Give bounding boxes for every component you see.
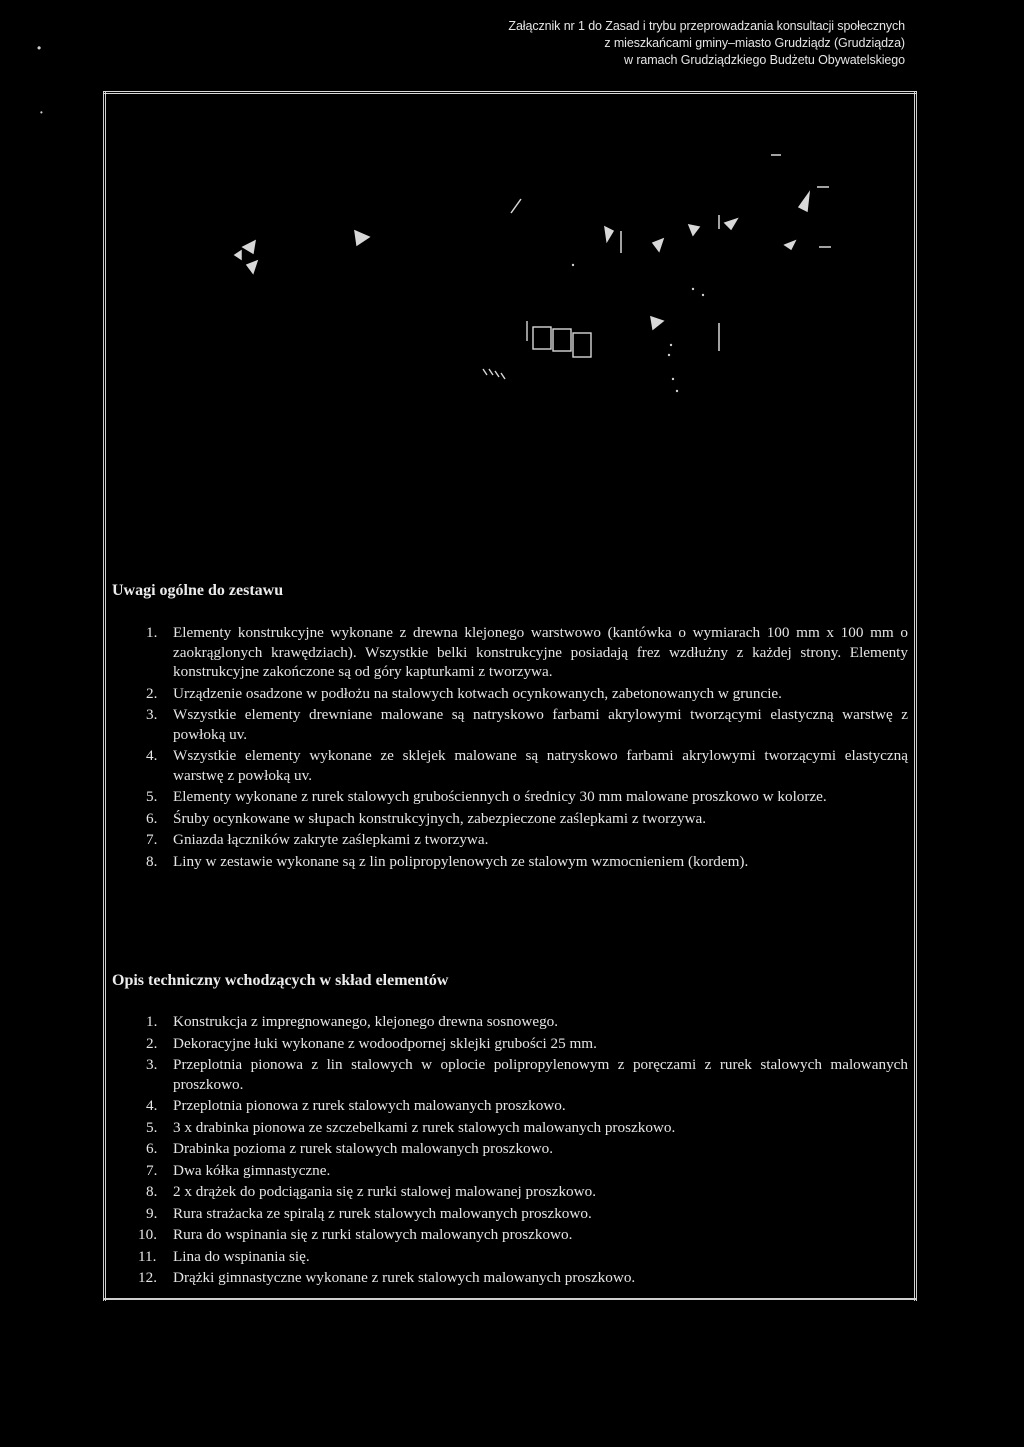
- header-line-3: w ramach Grudziądzkiego Budżetu Obywatelskiego: [624, 53, 905, 67]
- list-item: [112, 1055, 908, 1094]
- list-item: [112, 623, 908, 682]
- illustration-fragment: [653, 239, 663, 251]
- item-number: 9.: [146, 1204, 158, 1222]
- list-item: [112, 705, 908, 744]
- item-number: 6.: [146, 1140, 158, 1157]
- item-number: 10.: [138, 1226, 157, 1243]
- list-item: [112, 746, 908, 785]
- item-number: 12.: [138, 1269, 157, 1286]
- item-text: Elementy wykonane z rurek stalowych grubościennych o średnicy 30 mm malowane proszkowo w kolorze.: [173, 788, 827, 805]
- frame-right-border: [913, 91, 917, 1301]
- item-number: 2.: [146, 684, 158, 702]
- item-number: 4.: [146, 1097, 158, 1114]
- illustration-fragment: [247, 261, 257, 273]
- item-text: Wszystkie elementy wykonane ze sklejek malowane są natryskowo farbami akrylowymi tworzącymi elastyczną warstwę z powłoką uv.: [173, 747, 908, 784]
- general-notes-list: [112, 623, 908, 873]
- item-text: Rura strażacka ze spiralą z rurek stalowych malowanych proszkowo.: [173, 1204, 592, 1222]
- list-item: [112, 809, 908, 829]
- item-text: Dwa kółka gimnastyczne.: [173, 1161, 331, 1179]
- illustration-panel: [573, 333, 591, 357]
- frame-bottom-border: [103, 1296, 917, 1300]
- item-number: 1.: [146, 1013, 158, 1030]
- illustration-fragment: [651, 317, 663, 329]
- item-number: 1.: [146, 624, 158, 641]
- list-item: [112, 1012, 908, 1032]
- item-text: Rura do wspinania się z rurki stalowych malowanych proszkowo.: [173, 1226, 573, 1243]
- illustration-fragment: [243, 241, 255, 253]
- item-text: Dekoracyjne łuki wykonane z wodoodpornej sklejki grubości 25 mm.: [173, 1034, 597, 1052]
- item-text: 2 x drążek do podciągania się z rurki stalowej malowanej proszkowo.: [173, 1183, 597, 1200]
- illustration-fragment: [511, 199, 521, 213]
- item-number: 8.: [146, 1183, 158, 1200]
- illustration-fragment: [235, 251, 241, 259]
- list-item: [112, 830, 908, 850]
- item-text: Konstrukcja z impregnowanego, klejonego drewna sosnowego.: [173, 1013, 559, 1030]
- document-header: [508, 18, 905, 69]
- item-text: Urządzenie osadzone w podłożu na stalowych kotwach ocynkowanych, zabetonowanych w gruncie.: [173, 684, 782, 702]
- item-number: 3.: [146, 1056, 158, 1073]
- list-item: [112, 1204, 908, 1224]
- item-number: 7.: [146, 1161, 158, 1179]
- list-item: [112, 787, 908, 807]
- scan-speck: •: [37, 41, 42, 55]
- illustration-panel: [533, 327, 551, 349]
- list-item: [112, 1096, 908, 1116]
- illustration-fragment: [689, 225, 699, 235]
- illustration-panel: [553, 329, 571, 351]
- technical-description-title: Opis techniczny wchodzących w skład elementów: [112, 972, 449, 989]
- header-line-1: Załącznik nr 1 do Zasad i trybu przeprowadzania konsultacji społecznych: [508, 19, 905, 33]
- item-text: Liny w zestawie wykonane są z lin polipropylenowych ze stalowym wzmocnieniem (kordem).: [173, 852, 749, 870]
- item-text: Elementy konstrukcyjne wykonane z drewna klejonego warstwowo (kantówka o wymiarach 100 mm x 100 mm o zaokrąglonych krawędziach). Wszystkie belki konstrukcyjne posiadają frez wzdłużny z każdej strony. Elementy konstrukcyjne zakończone są od góry kapturkami z tworzywa.: [173, 624, 908, 680]
- playground-illustration: [107, 95, 913, 595]
- item-number: 8.: [146, 852, 158, 870]
- list-item: [112, 852, 908, 872]
- general-notes-title: Uwagi ogólne do zestawu: [112, 582, 284, 599]
- header-line-2: z mieszkańcami gminy–miasto Grudziądz (Grudziądza): [604, 36, 905, 50]
- list-item: [112, 1161, 908, 1181]
- item-text: 3 x drabinka pionowa ze szczebelkami z rurek stalowych malowanych proszkowo.: [173, 1118, 676, 1136]
- item-number: 2.: [146, 1034, 158, 1052]
- item-number: 7.: [146, 831, 158, 848]
- item-text: Drabinka pozioma z rurek stalowych malowanych proszkowo.: [173, 1140, 553, 1157]
- item-number: 5.: [146, 788, 158, 805]
- illustration-fragment: [725, 219, 737, 229]
- list-item: [112, 1225, 908, 1245]
- item-number: 11.: [138, 1247, 157, 1265]
- item-number: 3.: [146, 706, 158, 723]
- illustration-fragment: [605, 227, 613, 241]
- list-item: [112, 684, 908, 704]
- technical-description-list: [112, 1012, 908, 1290]
- illustration-fragment: [799, 193, 809, 211]
- item-text: Gniazda łączników zakryte zaślepkami z tworzywa.: [173, 831, 489, 848]
- item-number: 5.: [146, 1118, 158, 1136]
- list-item: [112, 1268, 908, 1288]
- item-text: Przeplotnia pionowa z lin stalowych w oplocie polipropylenowym z poręczami z rurek stalowych malowanych proszkowo.: [173, 1056, 908, 1093]
- item-text: Wszystkie elementy drewniane malowane są natryskowo farbami akrylowymi tworzącymi elastyczną warstwę z powłoką uv.: [173, 706, 908, 743]
- list-item: [112, 1034, 908, 1054]
- list-item: [112, 1247, 908, 1267]
- illustration-fragment: [483, 369, 505, 379]
- illustration-fragment: [785, 241, 795, 249]
- list-item: [112, 1139, 908, 1159]
- list-item: [112, 1118, 908, 1138]
- item-text: Drążki gimnastyczne wykonane z rurek stalowych malowanych proszkowo.: [173, 1269, 636, 1286]
- item-text: Lina do wspinania się.: [173, 1247, 310, 1265]
- scan-speck: •: [40, 108, 43, 117]
- item-text: Przeplotnia pionowa z rurek stalowych malowanych proszkowo.: [173, 1097, 566, 1114]
- item-text: Śruby ocynkowane w słupach konstrukcyjnych, zabezpieczone zaślepkami z tworzywa.: [173, 809, 707, 827]
- item-number: 4.: [146, 747, 158, 764]
- illustration-fragment: [355, 231, 369, 245]
- item-number: 6.: [146, 809, 158, 827]
- list-item: [112, 1182, 908, 1202]
